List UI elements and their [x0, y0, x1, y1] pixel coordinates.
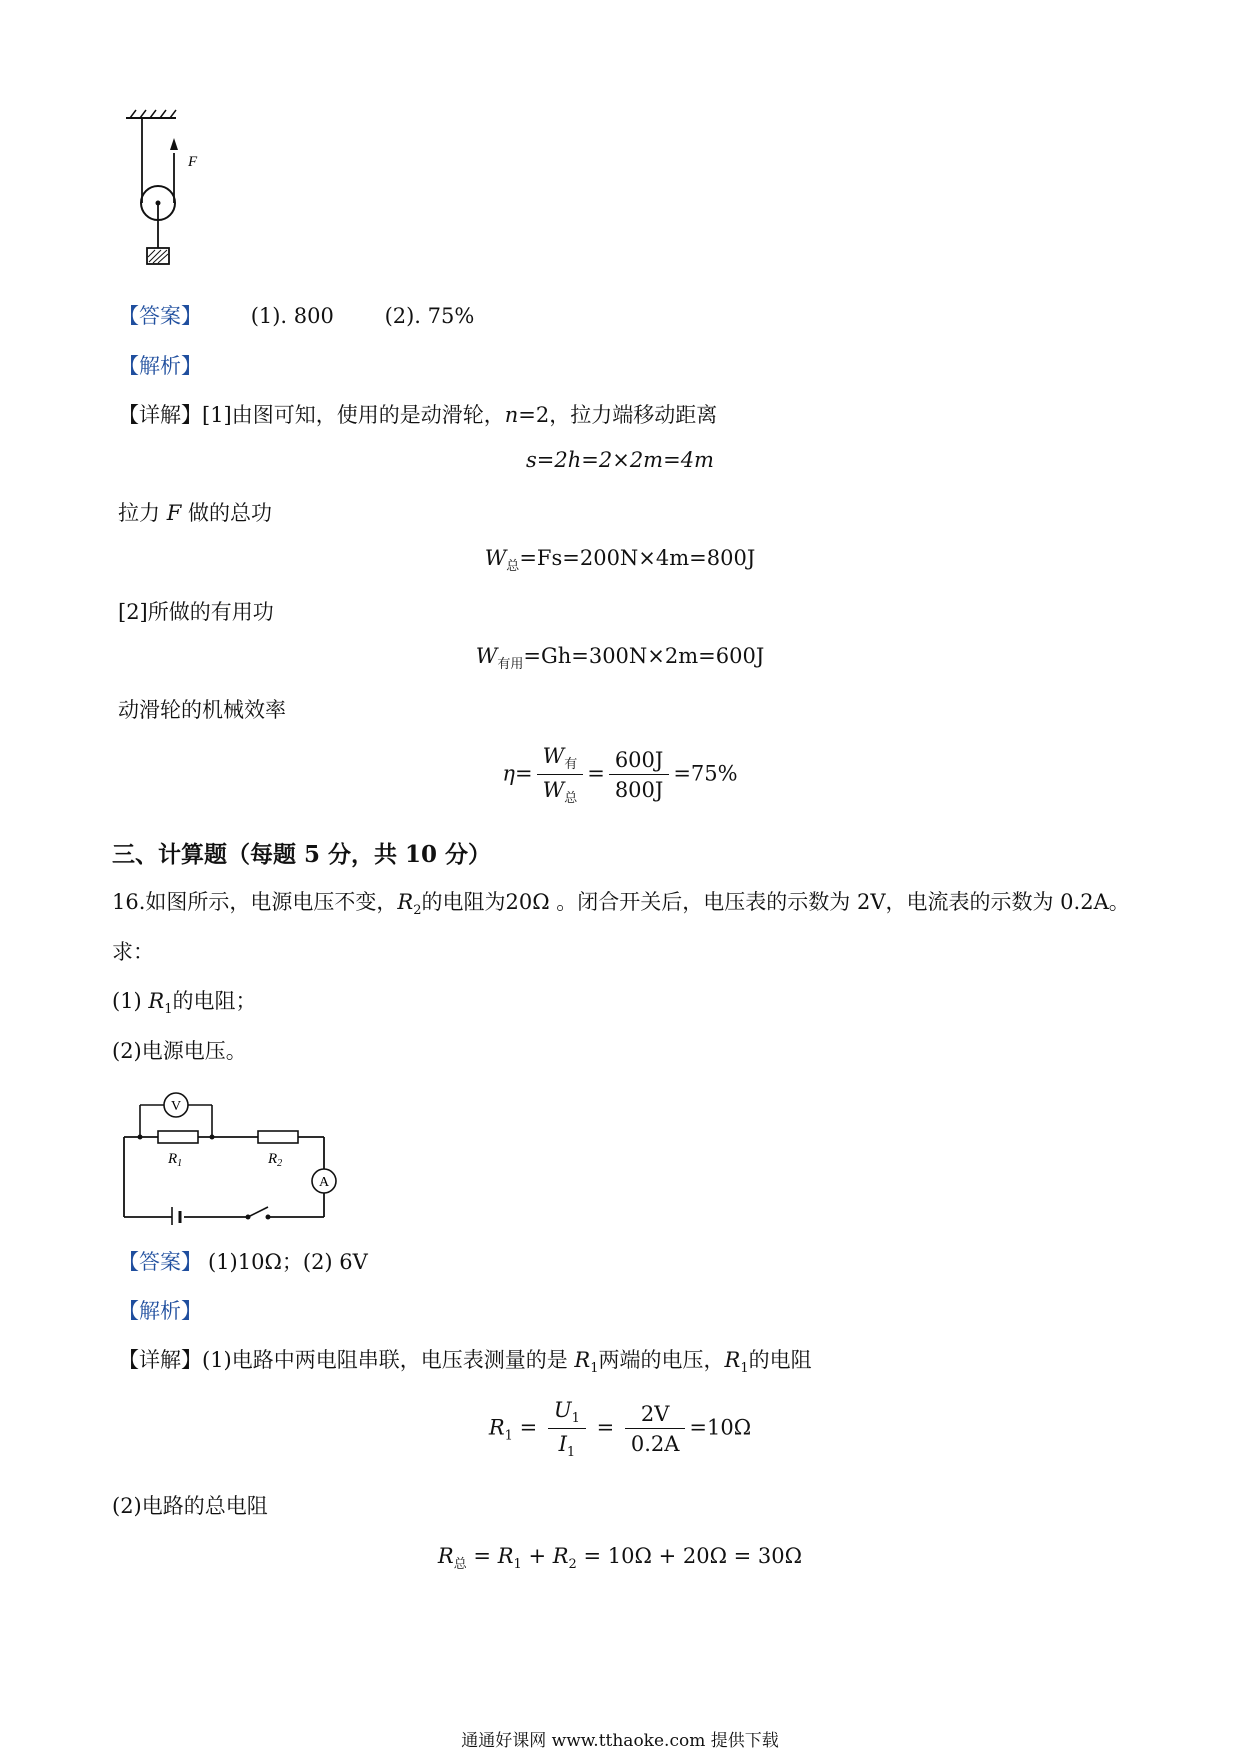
- numerator: 2V: [625, 1402, 686, 1429]
- ammeter-label: A: [318, 1175, 330, 1190]
- text: =: [466, 1544, 498, 1568]
- line-efficiency: 动滑轮的机械效率: [118, 698, 286, 722]
- subscript: 总: [564, 791, 578, 806]
- subscript: 1: [504, 1428, 513, 1444]
- equation-text: =Fs=200N×4m=800J: [519, 546, 756, 570]
- result: =75%: [673, 761, 738, 786]
- fraction-values: [609, 748, 670, 802]
- q16-answer-line: [118, 1246, 368, 1276]
- subscript: 总: [506, 559, 520, 574]
- equation-total-work: [0, 546, 1240, 574]
- subscript: 2: [413, 903, 422, 918]
- subscript: 有用: [497, 657, 524, 672]
- variable-F: F: [166, 501, 182, 525]
- text: 的电阻；: [172, 989, 257, 1013]
- q16-subquestion-2: (2)电源电压。: [112, 1039, 247, 1063]
- subscript: 1: [740, 1361, 749, 1376]
- equation-text: =Gh=300N×2m=600J: [523, 644, 765, 668]
- answer-text: (1)10Ω；(2) 6V: [208, 1250, 368, 1274]
- page-footer: 通通好课网 www.tthaoke.com 提供下载: [461, 1731, 779, 1751]
- subscript: 1: [164, 1002, 173, 1017]
- subscript: 有: [564, 757, 578, 772]
- denominator: 800J: [614, 778, 664, 802]
- subscript: 总: [453, 1557, 467, 1572]
- result: =10Ω: [689, 1415, 752, 1440]
- text: = 10Ω + 20Ω = 30Ω: [576, 1544, 803, 1568]
- q15-answer-line: [118, 300, 474, 330]
- text: 的电阻: [748, 1348, 812, 1372]
- analysis-tag: 【解析】: [118, 354, 202, 378]
- variable-R: R: [574, 1348, 591, 1372]
- text: 拉力: [118, 501, 167, 525]
- circuit-figure: [118, 1085, 348, 1225]
- variable-W: W: [484, 546, 507, 570]
- variable-W: W: [542, 778, 565, 802]
- subscript: 1: [513, 1557, 522, 1572]
- variable-R: R: [488, 1415, 505, 1440]
- text: 做的总功: [181, 501, 272, 525]
- answer-part-1: (1). 800: [250, 304, 334, 328]
- variable-R: R: [552, 1544, 569, 1568]
- text: 16.如图所示，电源电压不变，: [112, 890, 398, 914]
- voltmeter-label: V: [170, 1099, 182, 1114]
- variable-R: R: [148, 989, 165, 1013]
- q16-stem-line-2: 求：: [112, 940, 154, 964]
- text: +: [521, 1544, 553, 1568]
- variable-R: R: [437, 1544, 454, 1568]
- detail-tag: 【详解】: [118, 403, 202, 427]
- variable-W: W: [542, 744, 565, 768]
- fraction-ui: [548, 1398, 586, 1460]
- variable-R: R: [724, 1348, 741, 1372]
- variable-I: I: [558, 1432, 567, 1456]
- fraction-work: [537, 744, 584, 806]
- equation-text: s=2h=2×2m=4m: [526, 448, 714, 472]
- resistor-r2: [258, 1131, 298, 1143]
- denominator: 0.2A: [630, 1432, 680, 1456]
- equation-useful-work: [0, 644, 1240, 672]
- variable-R: R: [397, 890, 414, 914]
- equation-efficiency: η= $\frac{W_有}{W_总}$ = $\frac{600J}{800J}$ =75%: [502, 744, 738, 806]
- subscript: 1: [590, 1361, 599, 1376]
- pulley-figure: [118, 108, 218, 273]
- subscript: 2: [568, 1557, 577, 1572]
- detail-text-rest: =2，拉力端移动距离: [518, 403, 718, 427]
- analysis-tag: 【解析】: [118, 1299, 202, 1323]
- line-total-resistance: (2)电路的总电阻: [112, 1494, 268, 1518]
- answer-tag: 【答案】: [118, 1250, 202, 1274]
- text: 的电阻为20Ω 。闭合开关后，电压表的示数为 2V，电流表的示数为 0.2A。: [421, 890, 1130, 914]
- variable-eta: η: [502, 761, 515, 786]
- variable-W: W: [475, 644, 498, 668]
- variable-n: n: [504, 403, 519, 427]
- force-label: F: [188, 154, 198, 170]
- answer-tag: 【答案】: [118, 304, 202, 328]
- r1-label: $R_1$: [168, 1151, 183, 1169]
- subscript: 1: [571, 1411, 580, 1426]
- numerator: 600J: [609, 748, 670, 775]
- q16-detail-line: [118, 1344, 812, 1376]
- answer-part-2: (2). 75%: [384, 304, 475, 328]
- text: (1): [112, 989, 149, 1013]
- resistor-r1: [158, 1131, 198, 1143]
- text: 两端的电压，: [598, 1348, 725, 1372]
- detail-text: [1]由图可知，使用的是动滑轮，: [202, 403, 505, 427]
- fraction-values: [625, 1402, 686, 1456]
- detail-tag: 【详解】: [118, 1348, 202, 1372]
- equation-r1: $R_1$ = $\frac{U_1}{I_1}$ = $\frac{2V}{0.2A}$ =10Ω: [488, 1398, 752, 1460]
- q16-subquestion-1: [112, 985, 257, 1017]
- r2-label: $R_2$: [268, 1151, 283, 1169]
- section-heading: 三、计算题（每题 5 分，共 10 分）: [112, 841, 492, 868]
- equation-total-resistance: [0, 1544, 1240, 1572]
- line-total-work: [118, 497, 272, 527]
- equation-distance: [0, 448, 1240, 472]
- line-useful-work: [2]所做的有用功: [118, 600, 274, 624]
- q15-detail-line: [118, 399, 717, 429]
- variable-R: R: [497, 1544, 514, 1568]
- switch: [248, 1207, 268, 1217]
- subscript: 1: [566, 1445, 576, 1460]
- variable-U: U: [553, 1398, 572, 1422]
- q16-stem-line-1: [112, 886, 1130, 918]
- text: (1)电路中两电阻串联，电压表测量的是: [202, 1348, 575, 1372]
